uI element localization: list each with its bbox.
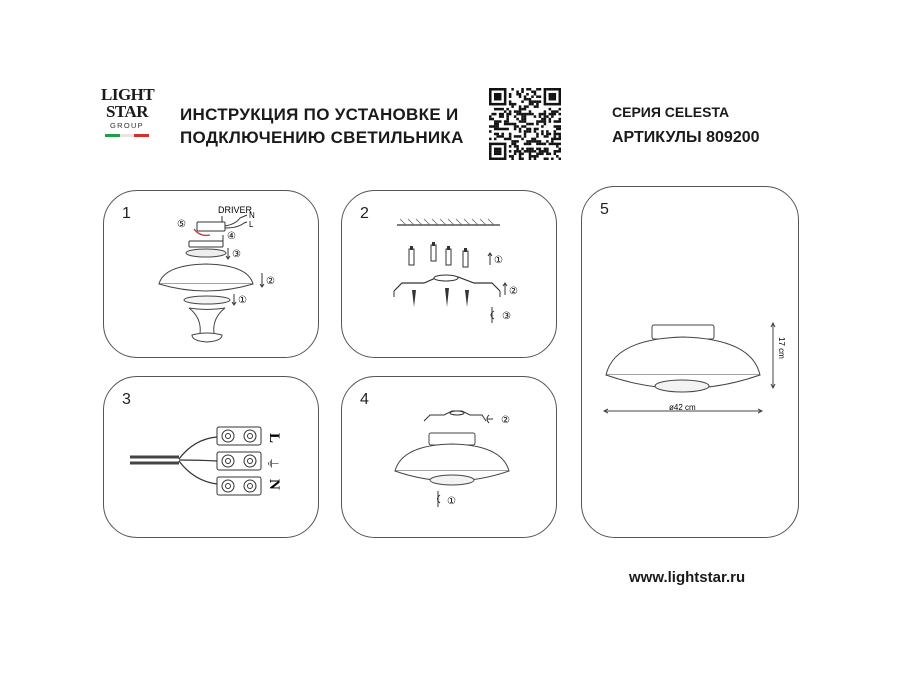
page-title <box>180 103 464 149</box>
logo-line-3: GROUP <box>109 121 144 130</box>
mark-1: ① <box>494 255 503 266</box>
wire-n-label: N <box>249 211 255 220</box>
mark-2: ② <box>501 415 510 426</box>
mark-1: ① <box>238 295 247 306</box>
step-number: 5 <box>600 201 609 218</box>
italian-flag-icon <box>105 134 149 137</box>
step-5-diagram <box>582 187 800 539</box>
ground-icon: ⏚ <box>265 457 280 471</box>
product-info <box>612 104 760 146</box>
step-3-diagram <box>104 377 320 539</box>
articles-label: АРТИКУЛЫ 809200 <box>612 129 760 146</box>
mark-3: ③ <box>502 311 511 322</box>
diameter-label: ø42 cm <box>669 403 696 412</box>
step-4-diagram <box>342 377 558 539</box>
mark-3: ③ <box>232 249 241 260</box>
step-4-panel <box>341 376 557 538</box>
title-line-1: ИНСТРУКЦИЯ ПО УСТАНОВКЕ И <box>180 105 459 124</box>
mark-2: ② <box>509 286 518 297</box>
step-number: 1 <box>122 205 131 222</box>
step-2-panel <box>341 190 557 358</box>
step-1-diagram <box>104 191 320 359</box>
step-number: 3 <box>122 391 131 408</box>
step-number: 4 <box>360 391 369 408</box>
wire-l-label: L <box>249 220 254 229</box>
website-link[interactable]: www.lightstar.ru <box>629 569 746 586</box>
mark-5: ⑤ <box>177 219 186 230</box>
mark-1: ① <box>447 496 456 507</box>
mark-4: ④ <box>227 231 236 242</box>
step-5-panel <box>581 186 799 538</box>
logo-line-2: STAR <box>105 102 149 121</box>
driver-box <box>197 222 225 231</box>
step-2-diagram <box>342 191 558 359</box>
terminal-label-n: N <box>266 479 282 490</box>
step-3-panel <box>103 376 319 538</box>
brand-logo <box>101 86 153 152</box>
driver-label: DRIVER <box>218 205 253 215</box>
title-line-2: ПОДКЛЮЧЕНИЮ СВЕТИЛЬНИКА <box>180 128 464 147</box>
terminal-label-l: L <box>266 433 282 444</box>
step-number: 2 <box>360 205 369 222</box>
mark-2: ② <box>266 276 275 287</box>
logo-line-1: LIGHT <box>101 85 155 104</box>
step-1-panel <box>103 190 319 358</box>
series-label: СЕРИЯ CELESTA <box>612 104 730 120</box>
qr-code-icon[interactable] <box>489 88 561 160</box>
height-label: 17 cm <box>777 337 786 359</box>
